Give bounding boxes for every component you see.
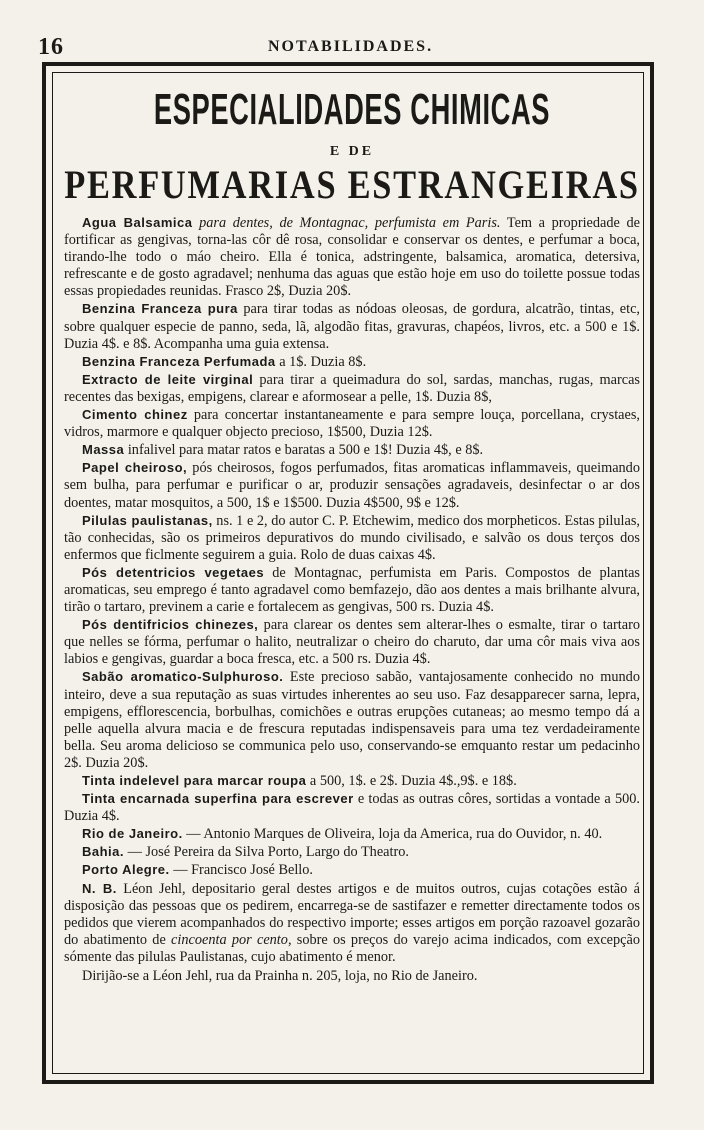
product-entry [64, 668, 640, 772]
product-description: para tirar todas as nódoas oleosas, de gordura, alcatrão, tintas, etc, sobre qualquer especie de panno, seda, lã, algodão fitas, gravuras, chapéos, livros, etc. a 500 e 1$. Duzia 4$. e 8$. Acompanha uma guia extensa. [64, 301, 640, 352]
product-entry [64, 772, 640, 790]
page-number: 16 [38, 34, 64, 60]
product-name: Extracto de leite virginal [82, 371, 254, 387]
product-entry [64, 459, 640, 511]
product-entry [64, 790, 640, 825]
product-description: para concertar instantaneamente e para sempre louça, porcellana, crystaes, vidros, marmore e qualquer objecto precioso, 1$500, Duzia 12$. [64, 407, 640, 441]
advert-content [64, 78, 640, 985]
product-entry [64, 564, 640, 616]
nota-bene-label: N. B. [82, 880, 117, 896]
agent-entry [64, 861, 640, 879]
product-description: de Montagnac, perfumista em Paris. Compostos de plantas aromaticas, seu emprego é tanto agradavel como bemfazejo, dão aos dentes a mais brilhante alvura, tirão o tartaro, previnem a carie e fortalecem as gengivas, 500 rs. Duzia 4$. [64, 564, 640, 616]
nota-bene-text: Léon Jehl, depositario geral destes artigos e de muitos outros, cujas cotações estão á disposição das pessoas que os pedirem, encarrega-se de sastifazer e remetter directamente todos os pedidos que vierem acompanhados do respectivo importe; esses artigos em porção razoavel gozarão do abatimento de [64, 880, 640, 948]
product-name: Pilulas paulistanas, [82, 512, 213, 528]
product-description: infalivel para matar ratos e baratas a 500 e 1$! Duzia 4$, e 8$. [124, 442, 484, 459]
agent-city: Porto Alegre. [82, 862, 170, 878]
product-name: Cimento chinez [82, 407, 188, 423]
agent-city: Rio de Janeiro. [82, 826, 183, 842]
product-entry [64, 300, 640, 352]
product-description: a 1$. Duzia 8$. [275, 353, 367, 370]
nota-bene-discount: cincoenta por cento [171, 931, 288, 948]
product-description: Tem a propriedade de fortificar as gengivas, torna-las côr dê rosa, consolidar e conservar os dentes, e perfumar a boca, tirando-lhe todo o máo cheiro. Ella é tonica, adstringente, balsamica, aromatica, detersiva, refrescante e de gosto agradavel; nenhuma das aguas que estão hoje em uso do toilette possue todas essas propiedades reunidas. Frasco 2$, Duzia 20$. [64, 215, 641, 300]
nota-bene [64, 880, 640, 966]
product-description: pós cheirosos, fogos perfumados, fitas aromaticas inflammaveis, queimando sem bulha, para perfumar e purificar o ar, produzir sensações agradaveis, desinfectar o ar dos doentes, matar mosquitos, a 500, 1$ e 1$500. Duzia 4$500, 9$ e 12$. [64, 460, 640, 511]
product-name: Tinta encarnada superfina para escrever [82, 791, 354, 807]
running-title: NOTABILIDADES. [268, 38, 434, 55]
signature-line: Dirijão-se a Léon Jehl, rua da Prainha n. 205, loja, no Rio de Janeiro. [82, 968, 478, 985]
product-name: Agua Balsamica [82, 215, 193, 230]
product-entry [64, 441, 640, 459]
product-name: Pós dentifricios chinezes, [82, 617, 259, 633]
product-description: para tirar a queimadura do sol, sardas, manchas, rugas, marcas recentes das bexigas, empigens, clarear e aformosear a pelle, 1$. Duzia 8$, [64, 371, 640, 405]
nota-bene-text-end: , sobre os preços do varejo acima indicados, com excepção sómente das pilulas Paulistanas, cujo abatimento é menor. [64, 931, 640, 965]
product-description: Este precioso sabão, vantajosamente conhecido no mundo inteiro, deve a sua reputação as suas virtudes inherentes ao seu uso. Faz desapparecer sarna, lepra, empigens, efflorescencia, borbulhas, comichões e outras erupções cutaneas; ao mesmo tempo dá a pelle aquella alvura macia e de frescura reputadas indispensaveis para uma tez verdadeiramente bella. Seu aroma delicioso se communica pelo uso, conservando-se emquanto restar um pedacinho 2$. Duzia 20$. [64, 669, 640, 771]
product-name: Massa [82, 442, 125, 458]
product-description: para clarear os dentes sem alterar-lhes o esmalte, tirar o tartaro que nelles se fórma, perfumar o halito, neutralizar o cheiro do charuto, dar uma côr mais viva aos labios e gengivas, guardar a boca fresca, etc. a 500 rs. Duzia 4$. [64, 617, 640, 668]
product-name: Pós detentricios vegetaes [82, 564, 265, 580]
advert-title-line-2: PERFUMARIAS ESTRANGEIRAS [64, 162, 640, 207]
product-name: Benzina Franceza Perfumada [82, 353, 276, 369]
product-entry [64, 353, 640, 371]
advert-title-line-1: ESPECIALIDADES CHIMICAS [153, 85, 551, 134]
product-description: ns. 1 e 2, do autor C. P. Etchewim, medico dos morpheticos. Estas pilulas, tão conhecidas, são os primeiros depurativos do mundo civilisado, e salvão os dous terços dos enfermos que ficlmente seguirem a guia. Rolo de duas caixas 4$. [64, 512, 640, 563]
agent-address: — José Pereira da Silva Porto, Largo do Theatro. [124, 844, 409, 861]
agent-entry [64, 825, 640, 843]
product-description: a 500, 1$. e 2$. Duzia 4$.,9$. e 18$. [306, 773, 517, 789]
product-subtitle: para dentes, de Montagnac, perfumista em Paris. [192, 215, 501, 231]
product-entry [64, 371, 640, 406]
agent-entry [64, 843, 640, 861]
advert-body [64, 214, 640, 985]
product-entry [64, 616, 640, 668]
product-name: Papel cheiroso, [82, 460, 188, 476]
product-name: Benzina Franceza pura [82, 301, 238, 317]
product-entry [64, 406, 640, 441]
product-description: e todas as outras côres, sortidas a vontade a 500. Duzia 4$. [64, 791, 640, 825]
agent-city: Bahia. [82, 844, 125, 860]
agent-address: — Antonio Marques de Oliveira, loja da America, rua do Ouvidor, n. 40. [182, 826, 603, 843]
running-head [0, 0, 704, 62]
product-name: Tinta indelevel para marcar roupa [82, 773, 307, 788]
product-entry [64, 214, 640, 300]
agent-address: — Francisco José Bello. [169, 862, 314, 879]
advert-title-conjunction: E DE [329, 144, 375, 159]
product-name: Sabão aromatico-Sulphuroso. [82, 669, 284, 685]
product-entry [64, 512, 640, 564]
